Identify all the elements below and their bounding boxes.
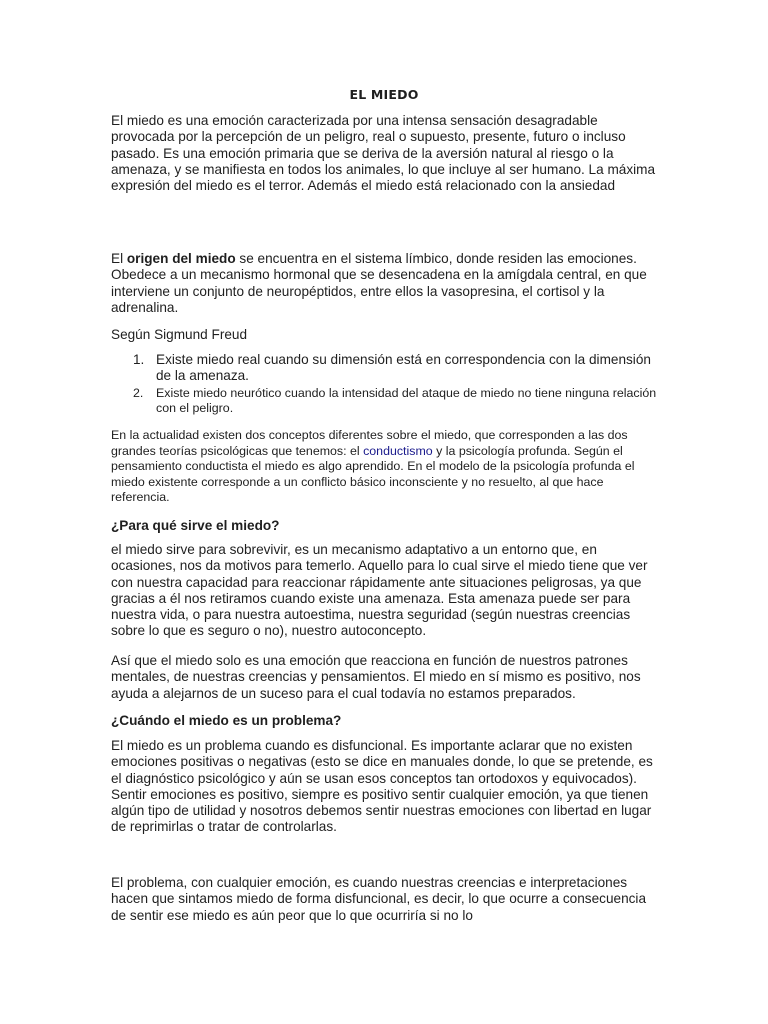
list-item-text: Existe miedo neurótico cuando la intensidad del ataque de miedo no tiene ninguna relación con el peligro. xyxy=(156,385,657,416)
paragraph-problem: El miedo es un problema cuando es disfuncional. Es importante aclarar que no existen emociones positivas o negativas (esto se dice en manuales donde, lo que se pretende, es el diagnóstico psicológico y aún se usan esos conceptos tan ortodoxos y equivocados). Sentir emociones es positivo, siempre es positivo sentir cualquier emoción, ya que tienen algún tipo de utilidad y nosotros debemos sentir nuestras emociones con libertad en lugar de reprimirlas o tratar de controlarlas. xyxy=(111,738,653,835)
concepts-pre-text: En la actualidad existen dos conceptos diferentes sobre el miedo, que corresponden a las dos grandes teorías psicológicas que tenemos: el xyxy=(111,428,628,458)
paragraph-purpose: el miedo sirve para sobrevivir, es un mecanismo adaptativo a un entorno que, en ocasiones, nos da motivos para temerlo. Aquello para lo cual sirve el miedo tiene que ver con nuestra capacidad para reaccionar rápidamente ante situaciones peligrosas, ya que gracias a él nos retiramos cuando existe una amenaza. Esta amenaza puede ser para nuestra vida, o para nuestra autoestima, nuestra seguridad (según nuestras creencias sobre lo que es seguro o no), nuestro autoconcepto. xyxy=(111,542,648,639)
document-title: EL MIEDO xyxy=(349,87,419,102)
origin-pre-text: El xyxy=(111,251,127,266)
heading-purpose: ¿Para qué sirve el miedo? xyxy=(111,518,280,533)
list-item-text: Existe miedo real cuando su dimensión está en correspondencia con la dimensión de la amenaza. xyxy=(156,352,651,384)
heading-problem: ¿Cuándo el miedo es un problema? xyxy=(111,713,342,728)
origin-post-text: se encuentra en el sistema límbico, donde residen las emociones. Obedece a un mecanismo hormonal que se desencadena en la amígdala central, en que interviene un conjunto de neuropéptidos, entre ellos la vasopresina, el cortisol y la adrenalina. xyxy=(111,251,647,315)
freud-list xyxy=(111,352,663,417)
list-item xyxy=(111,386,663,417)
list-item xyxy=(111,352,663,385)
freud-intro: Según Sigmund Freud xyxy=(111,327,248,342)
conductismo-link[interactable]: conductismo xyxy=(363,443,433,458)
paragraph-definition: El miedo es una emoción caracterizada por una intensa sensación desagradable provocada por la percepción de un peligro, real o supuesto, presente, futuro o incluso pasado. Es una emoción primaria que se deriva de la aversión natural al riesgo o la amenaza, y se manifiesta en todos los animales, lo que incluye al ser humano. La máxima expresión del miedo es el terror. Además el miedo está relacionado con la ansiedad xyxy=(111,113,656,194)
origin-bold-text: origen del miedo xyxy=(126,251,236,266)
list-item-number: 2. xyxy=(133,385,144,400)
paragraph-origin xyxy=(111,251,663,316)
paragraph-dysfunction: El problema, con cualquier emoción, es cuando nuestras creencias e interpretaciones hacen que sintamos miedo de forma disfuncional, es decir, lo que ocurre a consecuencia de sentir ese miedo es aún peor que lo que ocurriría si no lo xyxy=(111,875,647,923)
paragraph-concepts xyxy=(111,428,663,506)
paragraph-patterns: Así que el miedo solo es una emoción que reacciona en función de nuestros patrones mentales, de nuestras creencias y pensamientos. El miedo en sí mismo es positivo, nos ayuda a alejarnos de un suceso para el cual todavía no estamos preparados. xyxy=(111,653,641,701)
concepts-post-text: y la psicología profunda. Según el pensamiento conductista el miedo es algo aprendido. En el modelo de la psicología profunda el miedo existente corresponde a un conflicto básico inconsciente y no resuelto, al que hace referencia. xyxy=(111,443,635,505)
list-item-number: 1. xyxy=(133,352,145,367)
